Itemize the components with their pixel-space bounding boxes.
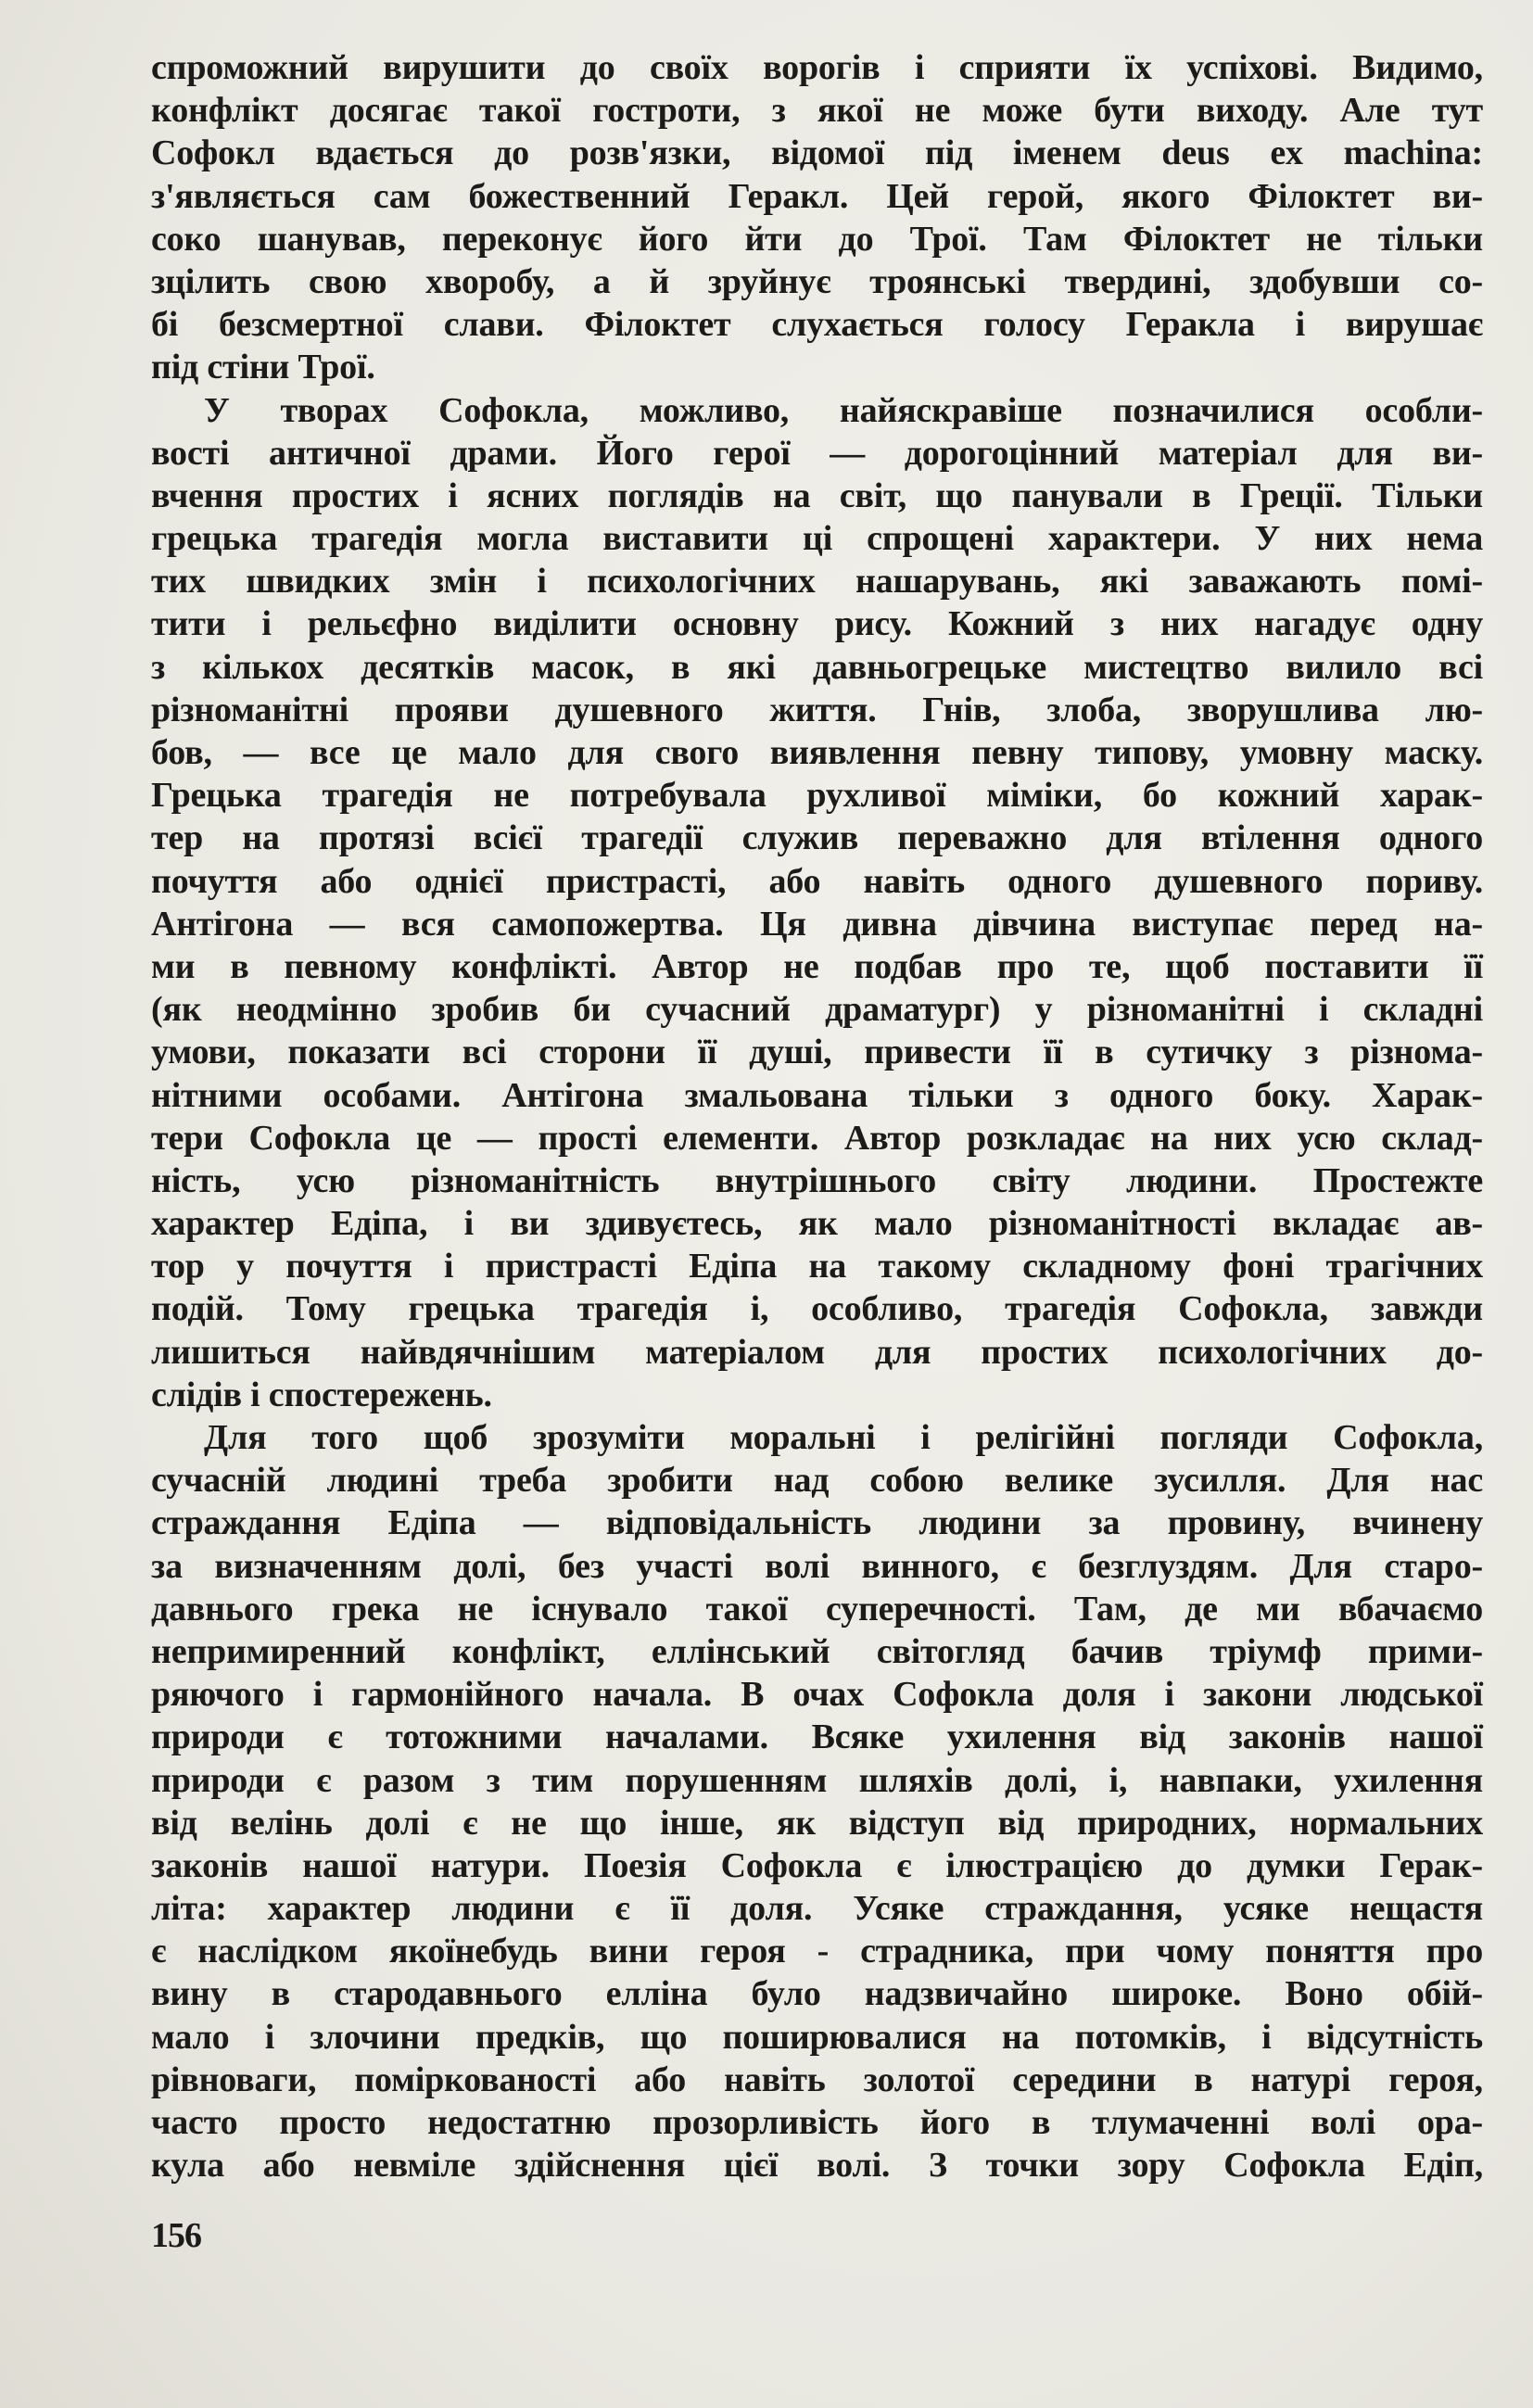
text-line-content: умови, показати всі сторони її душі, привести її в сутичку з різнома- (151, 1033, 1483, 1072)
text-line-content: лишиться найвдячнішим матеріалом для простих психологічних до- (151, 1332, 1483, 1372)
text-line (151, 2101, 1483, 2144)
text-line-content: за визначенням долі, без участі волі винного, є безглуздям. Для старо- (151, 1546, 1483, 1586)
text-line (151, 1930, 1483, 1972)
text-line (151, 1160, 1483, 1202)
text-line-content: нітними особами. Антігона змальована тільки з одного боку. Харак- (151, 1075, 1483, 1115)
text-line-content: Для того щоб зрозуміти моральні і релігійні погляди Софокла, (204, 1418, 1483, 1457)
text-line-content: непримиренний конфлікт, еллінський світогляд бачив тріумф прими- (151, 1631, 1483, 1671)
text-line-content: літа: характер людини є її доля. Усяке страждання, усяке нещастя (151, 1889, 1483, 1929)
text-line (151, 1802, 1483, 1844)
text-line (151, 303, 1483, 346)
text-line-content: тор у почуття і пристрасті Едіпа на такому складному фоні трагічних (151, 1247, 1483, 1286)
text-line (151, 1031, 1483, 1073)
text-line-content: грецька трагедія могла виставити ці спрощені характери. У них нема (151, 519, 1483, 559)
text-line (151, 903, 1483, 945)
text-line (151, 1844, 1483, 1887)
text-line (151, 475, 1483, 517)
text-line-content: слідів і спостережень. (151, 1375, 492, 1414)
text-line (151, 731, 1483, 774)
text-line (151, 988, 1483, 1031)
paragraph (151, 1416, 1483, 2186)
text-line (151, 1673, 1483, 1716)
text-line (151, 389, 1483, 432)
text-line-content: Грецька трагедія не потребувала рухливої міміки, бо кожний харак- (151, 776, 1483, 816)
text-line (151, 432, 1483, 475)
text-line (151, 860, 1483, 903)
text-line-content: почуття або однієї пристрасті, або навіть одного душевного пориву. (151, 861, 1483, 901)
text-line (151, 1074, 1483, 1117)
text-line (151, 89, 1483, 132)
text-line-content: законів нашої натури. Поезія Софокла є ілюстрацією до думки Герак- (151, 1845, 1483, 1885)
text-line-content: від велінь долі є не що інше, як відступ від природних, нормальних (151, 1803, 1483, 1843)
text-line-content: (як неодмінно зробив би сучасний драматург) у різноманітні і складні (151, 990, 1483, 1030)
text-line-content: характер Едіпа, і ви здивуєтесь, як мало різноманітності вкладає ав- (151, 1204, 1483, 1244)
text-line-content: подій. Тому грецька трагедія і, особливо, трагедія Софокла, завжди (151, 1289, 1483, 1329)
text-line-content: страждання Едіпа — відповідальність людини за провину, вчинену (151, 1503, 1483, 1543)
text-line (151, 1588, 1483, 1630)
text-line-content: природи є тотожними началами. Всяке ухилення від законів нашої (151, 1717, 1483, 1757)
text-line (151, 1502, 1483, 1544)
text-line-content: давнього грека не існувало такої суперечності. Там, де ми вбачаємо (151, 1589, 1483, 1629)
text-line-content: з кількох десятків масок, в які давньогрецьке мистецтво вилило всі (151, 647, 1483, 687)
text-line-content: спроможний вирушити до своїх ворогів і сприяти їх успіхові. Видимо, (151, 48, 1483, 87)
paragraph (151, 46, 1483, 389)
text-line (151, 218, 1483, 260)
text-line-content: різноманітні прояви душевного життя. Гнів, злоба, зворушлива лю- (151, 690, 1483, 729)
text-line-content: мало і злочини предків, що поширювалися на потомків, і відсутність (151, 2017, 1483, 2057)
text-line (151, 602, 1483, 645)
text-line (151, 817, 1483, 859)
text-line (151, 1759, 1483, 1802)
text-line (151, 132, 1483, 174)
text-line-content: Софокл вдається до розв'язки, відомої під іменем deus ex machina: (151, 133, 1483, 173)
text-line-content: бов, — все це мало для свого виявлення певну типову, умовну маску. (151, 733, 1483, 772)
text-line-content: вину в стародавнього елліна було надзвичайно широке. Воно обій- (151, 1974, 1483, 2014)
text-line (151, 689, 1483, 731)
text-line-content: Антігона — вся самопожертва. Ця дивна дівчина виступає перед на- (151, 904, 1483, 944)
text-line (151, 1374, 1483, 1416)
text-line (151, 2059, 1483, 2101)
text-line-content: рівноваги, поміркованості або навіть золотої середини в натурі героя, (151, 2059, 1483, 2099)
text-line-content: тити і рельєфно виділити основну рису. Кожний з них нагадує одну (151, 604, 1483, 644)
page-body-text (151, 46, 1483, 2186)
text-line-content: кула або невміле здійснення цієї волі. З точки зору Софокла Едіп, (151, 2146, 1483, 2186)
text-line-content: часто просто недостатню прозорливість його в тлумаченні волі ора- (151, 2103, 1483, 2142)
text-line (151, 1331, 1483, 1374)
text-line-content: зцілить свою хворобу, а й зруйнує троянські твердині, здобувши со- (151, 261, 1483, 301)
text-line (151, 646, 1483, 689)
text-line-content: соко шанував, переконує його йти до Трої. Там Філоктет не тільки (151, 219, 1483, 259)
text-line (151, 1545, 1483, 1588)
text-line (151, 346, 1483, 388)
text-line (151, 560, 1483, 602)
text-line (151, 175, 1483, 218)
text-line (151, 260, 1483, 303)
text-line-content: ряючого і гармонійного начала. В очах Софокла доля і закони людської (151, 1675, 1483, 1715)
text-line-content: з'являється сам божественний Геракл. Цей герой, якого Філоктет ви- (151, 176, 1483, 216)
text-line-content: У творах Софокла, можливо, найяскравіше позначилися особли- (204, 390, 1483, 430)
text-line-content: є наслідком якоїнебудь вини героя - страдника, при чому поняття про (151, 1932, 1483, 1971)
text-line (151, 1459, 1483, 1502)
text-line-content: тер на протязі всієї трагедії служив переважно для втілення одного (151, 818, 1483, 858)
text-line (151, 517, 1483, 560)
text-line-content: ми в певному конфлікті. Автор не подбав про те, щоб поставити її (151, 946, 1483, 986)
text-line-content: тих швидких змін і психологічних нашарувань, які заважають помі- (151, 562, 1483, 602)
text-line (151, 2016, 1483, 2059)
text-line-content: бі безсмертної слави. Філоктет слухається голосу Геракла і вирушає (151, 305, 1483, 345)
page-number: 156 (151, 2216, 201, 2255)
text-line-content: конфлікт досягає такої гостроти, з якої не може бути виходу. Але тут (151, 91, 1483, 131)
text-line-content: сучасній людині треба зробити над собою велике зусилля. Для нас (151, 1461, 1483, 1501)
text-line (151, 1887, 1483, 1930)
text-line-content: під стіни Трої. (151, 348, 375, 387)
text-line (151, 945, 1483, 988)
text-line (151, 1245, 1483, 1287)
text-line (151, 2144, 1483, 2186)
text-line (151, 1117, 1483, 1160)
paragraph (151, 389, 1483, 1417)
text-line (151, 774, 1483, 817)
text-line-content: ність, усю різноманітність внутрішнього світу людини. Простежте (151, 1160, 1483, 1200)
text-line (151, 1416, 1483, 1459)
text-line (151, 46, 1483, 89)
text-line (151, 1630, 1483, 1673)
text-line (151, 1972, 1483, 2015)
text-line (151, 1716, 1483, 1758)
text-line-content: тери Софокла це — прості елементи. Автор розкладає на них усю склад- (151, 1118, 1483, 1158)
text-line-content: природи є разом з тим порушенням шляхів долі, і, навпаки, ухилення (151, 1760, 1483, 1800)
text-line (151, 1287, 1483, 1330)
text-line-content: вості античної драми. Його герої — дорогоцінний матеріал для ви- (151, 433, 1483, 473)
text-line-content: вчення простих і ясних поглядів на світ, що панували в Греції. Тільки (151, 475, 1483, 515)
text-line (151, 1202, 1483, 1245)
